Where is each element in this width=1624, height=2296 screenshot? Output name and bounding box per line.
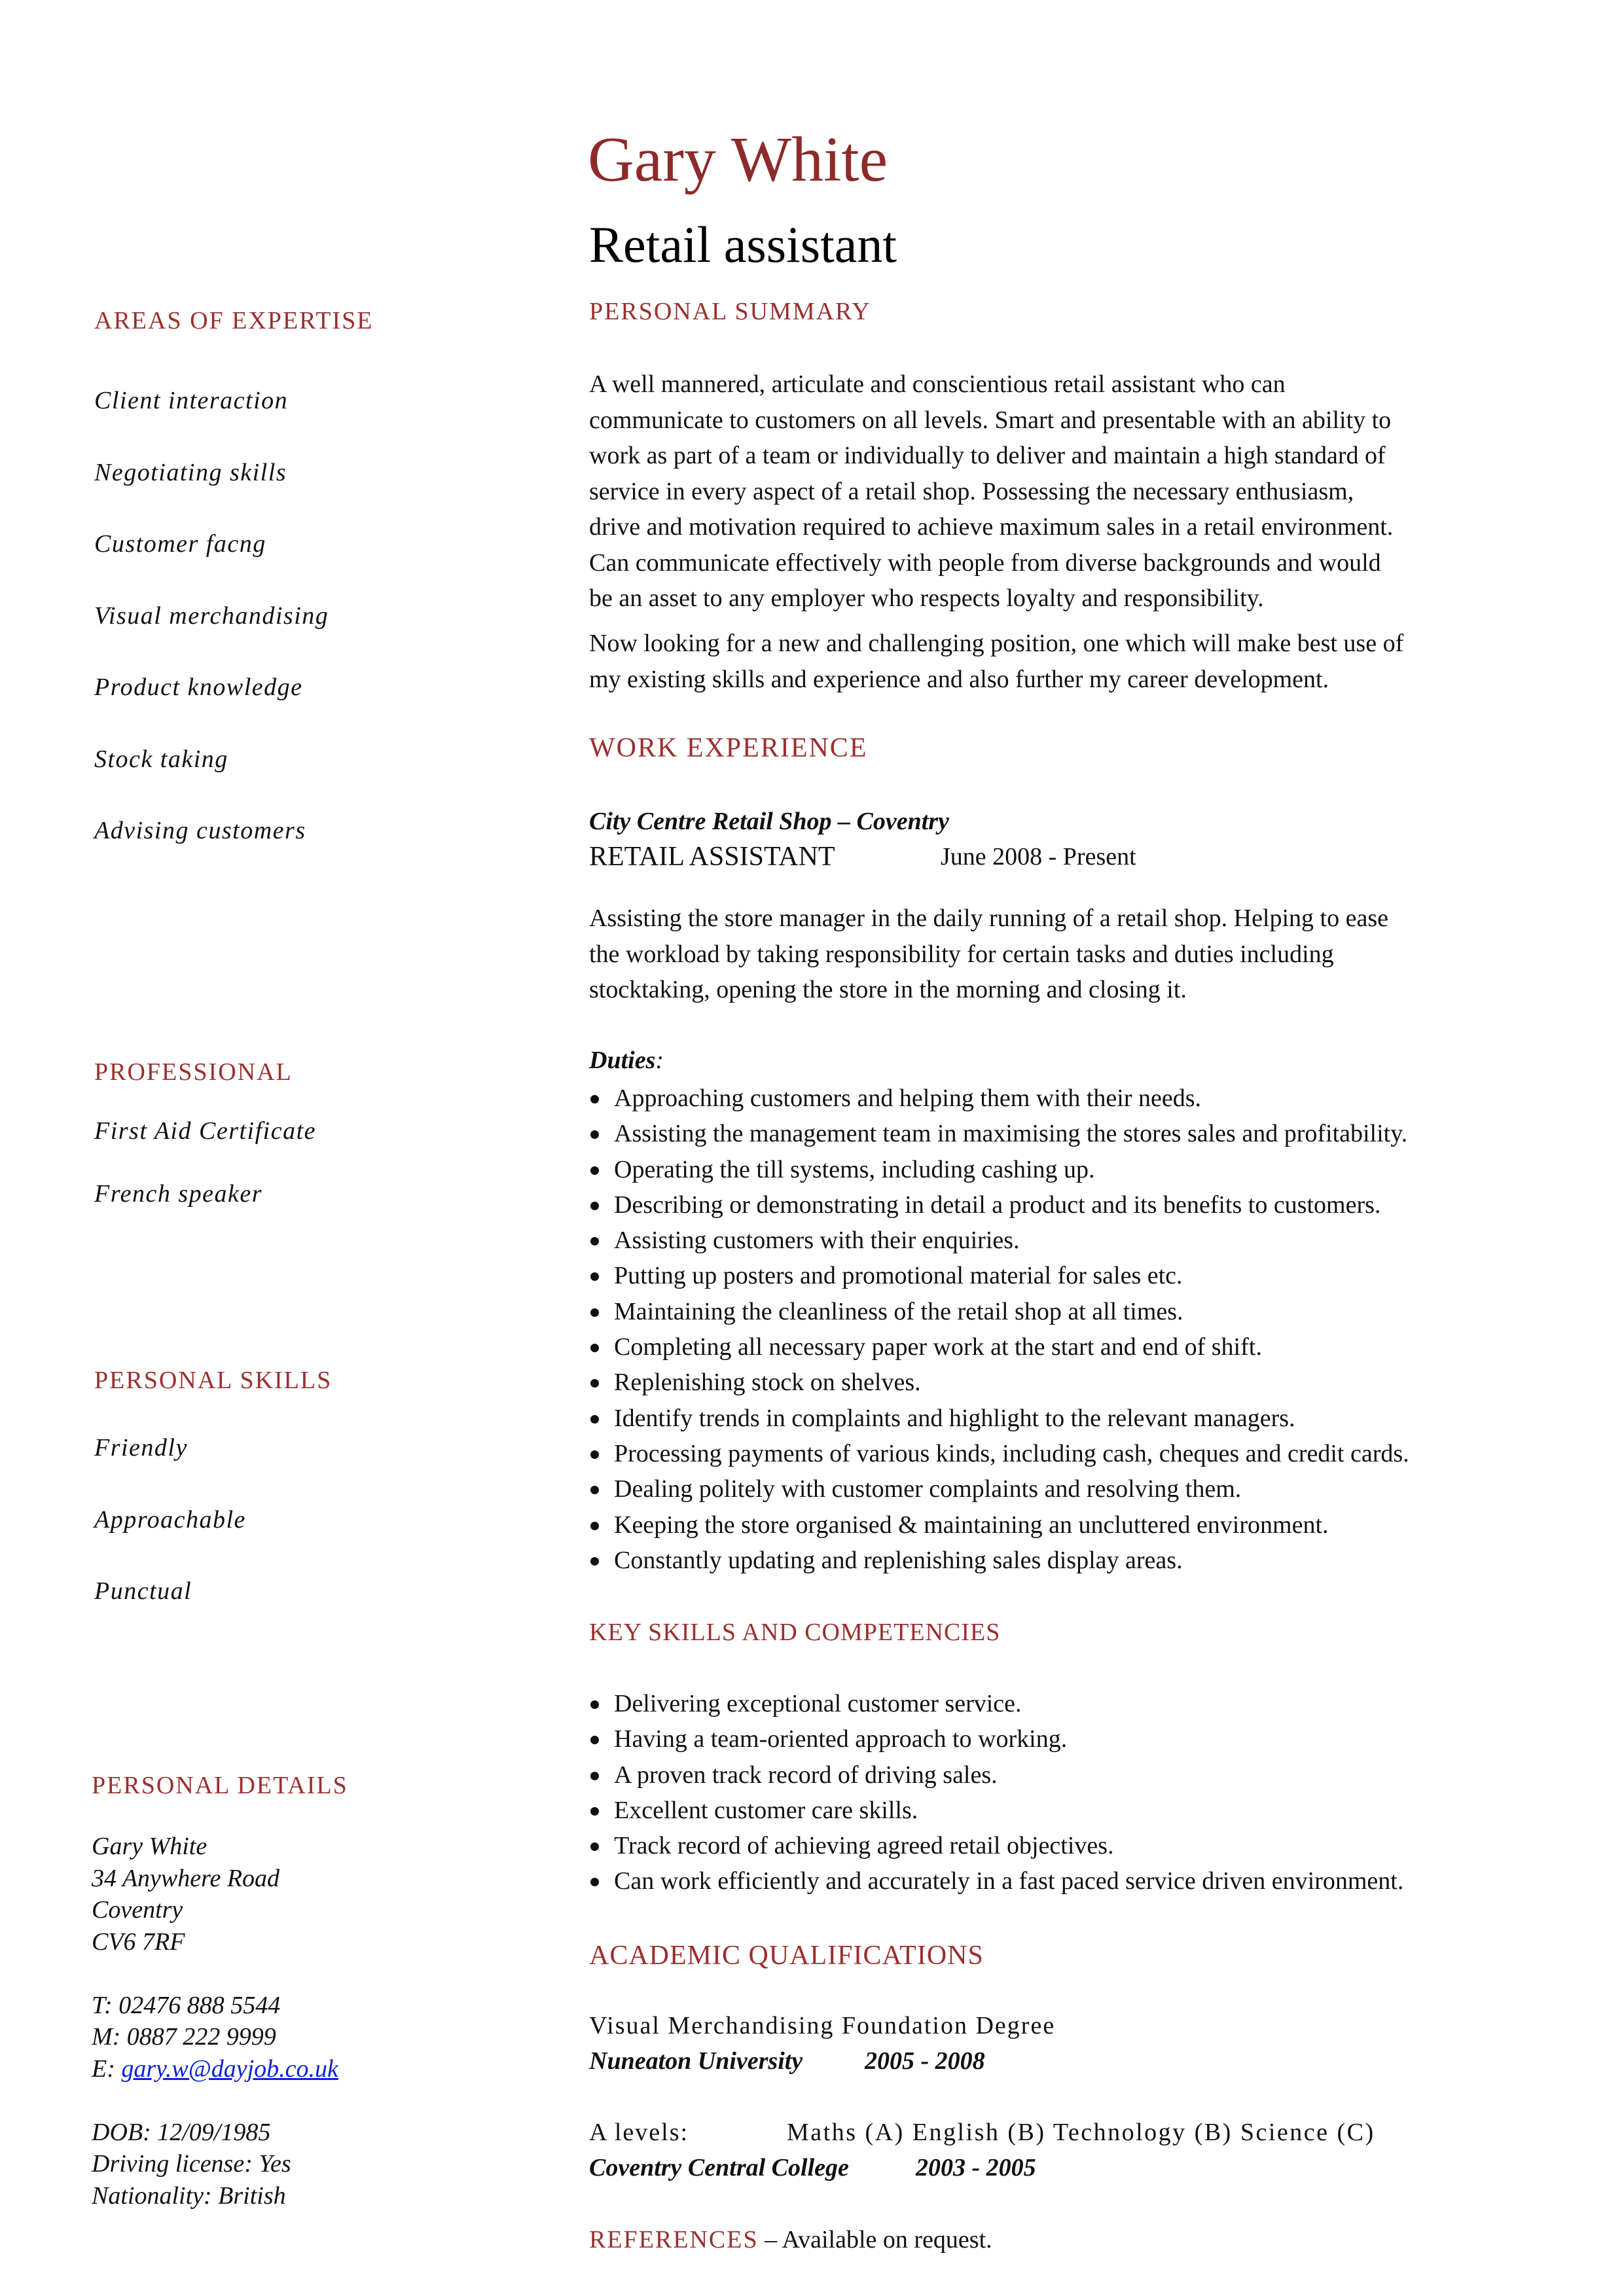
key-skills-list — [589, 1686, 1403, 1899]
references-heading: REFERENCES — [589, 2226, 759, 2253]
text-line: Can communicate effectively with people from diverse backgrounds and would — [589, 548, 1381, 577]
academic-heading: ACADEMIC QUALIFICATIONS — [589, 1941, 984, 1971]
list-item: Dealing politely with customer complaints and resolving them. — [589, 1471, 1409, 1507]
summary-paragraph-2 — [589, 626, 1532, 697]
details-driving-license: Driving license: Yes — [92, 2150, 291, 2178]
list-item: Keeping the store organised & maintaining an uncluttered environment. — [589, 1507, 1409, 1543]
job-role: RETAIL ASSISTANT — [589, 842, 835, 872]
employer-name: City Centre Retail Shop – Coventry — [589, 808, 949, 835]
details-name: Gary White — [92, 1833, 208, 1860]
list-item: Visual merchandising — [94, 601, 329, 630]
alevels-subjects: Maths (A) English (B) Technology (B) Science (C) — [787, 2119, 1375, 2146]
email-prefix: E: — [92, 2054, 122, 2083]
job-description — [589, 901, 1532, 1008]
text-line: drive and motivation required to achieve maximum sales in a retail environment. — [589, 513, 1394, 541]
list-item: Stock taking — [94, 745, 228, 773]
text-line: be an asset to any employer who respects loyalty and responsibility. — [589, 584, 1264, 612]
details-telephone: T: 02476 888 5544 — [92, 1991, 281, 2019]
list-item: Maintaining the cleanliness of the retail shop at all times. — [589, 1294, 1409, 1329]
duties-colon: : — [655, 1047, 664, 1074]
text-line: Now looking for a new and challenging position, one which will make best use of — [589, 630, 1404, 657]
text-line: service in every aspect of a retail shop. Possessing the necessary enthusiasm, — [589, 477, 1354, 505]
list-item: Putting up posters and promotional material for sales etc. — [589, 1258, 1409, 1293]
list-item: First Aid Certificate — [94, 1117, 317, 1145]
text-line: stocktaking, opening the store in the morning and closing it. — [589, 976, 1187, 1003]
personal-details — [92, 1831, 338, 2212]
duties-list — [589, 1081, 1409, 1578]
list-item: Having a team-oriented approach to working. — [589, 1721, 1403, 1757]
details-address-line1: 34 Anywhere Road — [92, 1864, 280, 1892]
list-item: Punctual — [94, 1577, 192, 1605]
list-item: Client interaction — [94, 387, 289, 414]
list-item: Approaching customers and helping them with their needs. — [589, 1081, 1409, 1116]
text-line: the workload by taking responsibility for certain tasks and duties including — [589, 940, 1334, 968]
spacer — [92, 2085, 338, 2117]
list-item: Describing or demonstrating in detail a product and its benefits to customers. — [589, 1187, 1409, 1223]
job-title: Retail assistant — [589, 216, 897, 273]
list-item: Approachable — [94, 1505, 246, 1534]
professional-list — [94, 1115, 316, 1240]
text-line: my existing skills and experience and also further my career development. — [589, 665, 1329, 693]
details-nationality: Nationality: British — [92, 2181, 286, 2210]
college-dates: 2003 - 2005 — [916, 2154, 1036, 2181]
list-item: Operating the till systems, including cashing up. — [589, 1152, 1409, 1187]
list-item: A proven track record of driving sales. — [589, 1757, 1403, 1793]
references-row — [589, 2225, 992, 2255]
alevels-label: A levels: — [589, 2119, 689, 2146]
expertise-heading: AREAS OF EXPERTISE — [94, 307, 374, 334]
list-item: French speaker — [94, 1180, 262, 1208]
details-email-row — [92, 2053, 338, 2085]
list-item: Assisting the management team in maximising the stores sales and profitability. — [589, 1116, 1409, 1151]
duties-label-row — [589, 1046, 664, 1076]
list-item: Can work efficiently and accurately in a fast paced service driven environment. — [589, 1863, 1403, 1899]
personal-skills-list — [94, 1431, 246, 1647]
personal-details-heading: PERSONAL DETAILS — [92, 1772, 348, 1799]
list-item: Replenishing stock on shelves. — [589, 1365, 1409, 1400]
personal-summary-heading: PERSONAL SUMMARY — [589, 298, 871, 325]
text-line: A well mannered, articulate and conscientious retail assistant who can — [589, 370, 1286, 398]
list-item: Negotiating skills — [94, 458, 287, 486]
details-postcode: CV6 7RF — [92, 1928, 185, 1956]
list-item: Completing all necessary paper work at the start and end of shift. — [589, 1329, 1409, 1365]
college-name: Coventry Central College — [589, 2154, 849, 2181]
list-item: Assisting customers with their enquiries. — [589, 1223, 1409, 1258]
list-item: Excellent customer care skills. — [589, 1793, 1403, 1828]
work-experience-heading: WORK EXPERIENCE — [589, 733, 868, 763]
details-address-line2: Coventry — [92, 1896, 183, 1924]
list-item: Constantly updating and replenishing sales display areas. — [589, 1543, 1409, 1578]
page-title: Gary White — [588, 124, 888, 195]
expertise-list — [94, 384, 329, 886]
list-item: Customer facng — [94, 530, 266, 558]
key-skills-heading: KEY SKILLS AND COMPETENCIES — [589, 1619, 1001, 1646]
summary-paragraph-1 — [589, 367, 1532, 617]
university-name: Nuneaton University — [589, 2047, 803, 2075]
list-item: Processing payments of various kinds, including cash, cheques and credit cards. — [589, 1436, 1409, 1471]
professional-heading: PROFESSIONAL — [94, 1058, 293, 1086]
personal-skills-heading: PERSONAL SKILLS — [94, 1367, 333, 1394]
email-link[interactable]: gary.w@dayjob.co.uk — [121, 2054, 338, 2083]
list-item: Track record of achieving agreed retail objectives. — [589, 1828, 1403, 1863]
duties-label: Duties — [589, 1047, 656, 1074]
university-dates: 2005 - 2008 — [865, 2047, 985, 2075]
text-line: work as part of a team or individually to deliver and maintain a high standard of — [589, 442, 1386, 469]
details-mobile: M: 0887 222 9999 — [92, 2023, 276, 2051]
degree-title: Visual Merchandising Foundation Degree — [589, 2012, 1056, 2039]
list-item: Delivering exceptional customer service. — [589, 1686, 1403, 1721]
list-item: Product knowledge — [94, 673, 303, 701]
references-text: – Available on request. — [758, 2226, 992, 2253]
spacer — [92, 1958, 338, 1990]
list-item: Identify trends in complaints and highlight to the relevant managers. — [589, 1401, 1409, 1436]
text-line: communicate to customers on all levels. Smart and presentable with an ability to — [589, 406, 1392, 434]
list-item: Friendly — [94, 1434, 188, 1462]
list-item: Advising customers — [94, 817, 306, 844]
details-dob: DOB: 12/09/1985 — [92, 2118, 271, 2146]
job-dates: June 2008 - Present — [941, 843, 1136, 870]
text-line: Assisting the store manager in the daily running of a retail shop. Helping to ease — [589, 905, 1388, 932]
